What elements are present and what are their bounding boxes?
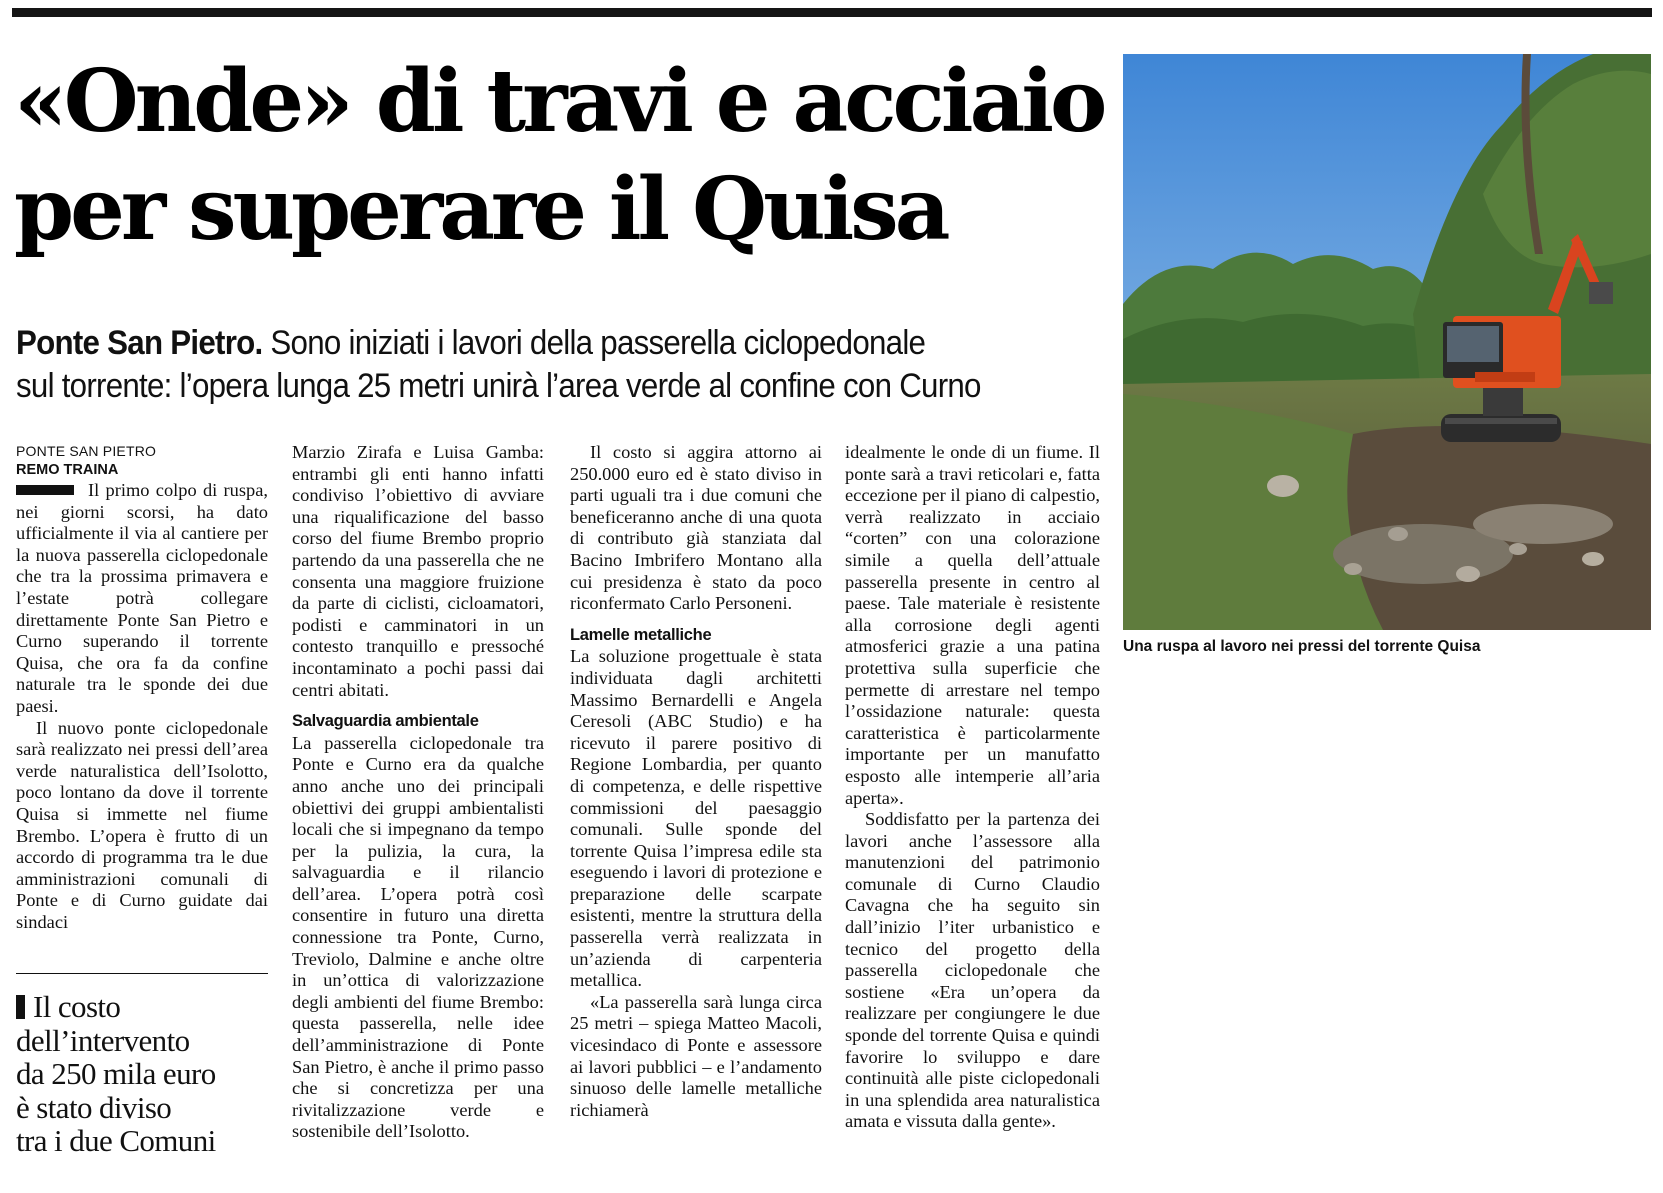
- section-heading: Lamelle metalliche: [570, 625, 712, 644]
- pullquote-line-4: è stato diviso: [16, 1089, 172, 1125]
- dateline: PONTE SAN PIETRO: [16, 443, 157, 459]
- pullquote: [16, 990, 276, 1158]
- paragraph: Il costo si aggira attorno ai 250.000 euro ed è stato diviso in parti uguali tra i due comuni che beneficeranno anche di una quota di contributo già stanziata dal Bacino Imbrifero Montano alla cui presidenza è stato da poco riconfermato Carlo Personeni.: [570, 442, 822, 614]
- article-column-1: [16, 442, 268, 933]
- subheadline: [16, 322, 1028, 408]
- article-column-2: [292, 442, 544, 1143]
- subhead-place: Ponte San Pietro.: [16, 324, 263, 362]
- article-column-3: [570, 442, 822, 1121]
- paragraph: Il nuovo ponte ciclopedonale sarà realizzato nei pressi dell’area verde naturalistica dell’Isolotto, poco lontano da dove il torrente Quisa si immette nel fiume Brembo. L’opera è frutto di un accordo di programma tra le due amministrazioni comunali di Ponte e di Curno guidate dai sindaci: [16, 717, 268, 932]
- headline: [14, 48, 1104, 264]
- headline-line-1: «Onde» di travi e acciaio: [14, 51, 1104, 152]
- article-photo: [1123, 54, 1651, 630]
- subhead-line-1: [16, 322, 1028, 365]
- author-byline: REMO TRAINA: [16, 462, 119, 478]
- paragraph: La soluzione progettuale è stata individuata dagli architetti Massimo Bernardelli e Angela Ceresoli (ABC Studio) e ha ricevuto il parere positivo di Regione Lombardia, per quanto di competenza, e delle rispettive commissioni del paesaggio comunali. Sulle sponde del torrente Quisa l’impresa edile sta eseguendo i lavori di protezione e preparazione delle scarpate esistenti, mentre la struttura della passerella verrà realizzata in un’azienda di carpenteria metallica.: [570, 646, 822, 991]
- paragraph: Soddisfatto per la partenza dei lavori anche l’assessore alla manutenzioni del patrimonio comunale di Curno Claudio Cavagna che ha seguito sin dall’inizio l’iter urbanistico e tecnico del progetto della passerella ciclopedonale che sostiene «Era un’opera da realizzare per congiungere le due sponde del torrente Quisa e quindi favorire lo sviluppo e dare continuità alle piste ciclopedonali in una splendida area naturalistica amata e vissuta dalla gente».: [845, 809, 1100, 1132]
- pullquote-divider: [16, 973, 268, 974]
- lead-paragraph: [16, 480, 268, 718]
- paragraph: «La passerella sarà lunga circa 25 metri – spiega Matteo Macoli, vicesindaco di Ponte e assessore ai lavori pubblici – e l’andamento sinuoso delle lamelle metalliche richiamerà: [570, 991, 822, 1120]
- pullquote-line-1: Il costo: [33, 989, 121, 1024]
- article-column-4: [845, 442, 1100, 1133]
- pullquote-line-2: dell’intervento: [16, 1022, 190, 1058]
- subhead-text-1: Sono iniziati i lavori della passerella ciclopedonale: [262, 324, 926, 362]
- subhead-line-2: sul torrente: l’opera lunga 25 metri unirà l’area verde al confine con Curno: [16, 367, 981, 405]
- headline-line-2: per superare il Quisa: [14, 159, 947, 260]
- pullquote-line-5: tra i due Comuni: [16, 1123, 216, 1159]
- paragraph: La passerella ciclopedonale tra Ponte e Curno era da qualche anno anche uno dei principali obiettivi dei gruppi ambientalisti locali che si impegnano da tempo per la pulizia, la cura, la salvaguardia e il rilancio dell’area. L’opera potrà così consentire in futuro una diretta connessione tra Ponte, Curno, Treviolo, Dalmine e anche oltre in un’ottica di valorizzazione degli ambienti del fiume Brembo: questa passerella, nelle idee dell’amministrazione di Ponte San Pietro, è anche il primo passo che si concretizza per una rivitalizzazione verde e sostenibile dell’Isolotto.: [292, 732, 544, 1142]
- section-heading: Salvaguardia ambientale: [292, 712, 479, 731]
- pullquote-line: [16, 990, 276, 1024]
- lead-paragraph-text: Il primo colpo di ruspa, nei giorni scorsi, ha dato ufficialmente il via al cantiere per la nuova passerella ciclopedonale che tra la prossima primavera e l’estate potrà collegare direttamente Ponte San Pietro e Curno superando il torrente Quisa, che ora fa da confine naturale tra le sponde dei due paesi.: [16, 480, 268, 716]
- pullquote-line-3: da 250 mila euro: [16, 1056, 216, 1092]
- lead-marker: [16, 485, 74, 495]
- top-rule: [12, 8, 1652, 17]
- paragraph: idealmente le onde di un fiume. Il ponte sarà a travi reticolari e, fatta eccezione per il piano di calpestio, verrà realizzato in acciaio “corten” con una colorazione simile a quella dell’attuale passerella presente in centro al paese. Tale materiale è resistente alla corrosione degli agenti atmosferici grazie a una patina protettiva sulla superficie che permette di arrestare nel tempo l’ossidazione naturale: questa caratteristica è particolarmente importante per un manufatto esposto alle intemperie all’aria aperta».: [845, 442, 1100, 808]
- photo-caption: Una ruspa al lavoro nei pressi del torrente Quisa: [1123, 638, 1481, 655]
- pullquote-marker: [16, 995, 25, 1019]
- paragraph: Marzio Zirafa e Luisa Gamba: entrambi gli enti hanno infatti condiviso l’obiettivo di avviare una riqualificazione del basso corso del fiume Brembo proprio partendo da una passerella che ne consenta una maggiore fruizione da parte di ciclisti, cicloamatori, podisti e camminatori in un contesto tranquillo e pressoché incontaminato a pochi passi dai centri abitati.: [292, 442, 544, 700]
